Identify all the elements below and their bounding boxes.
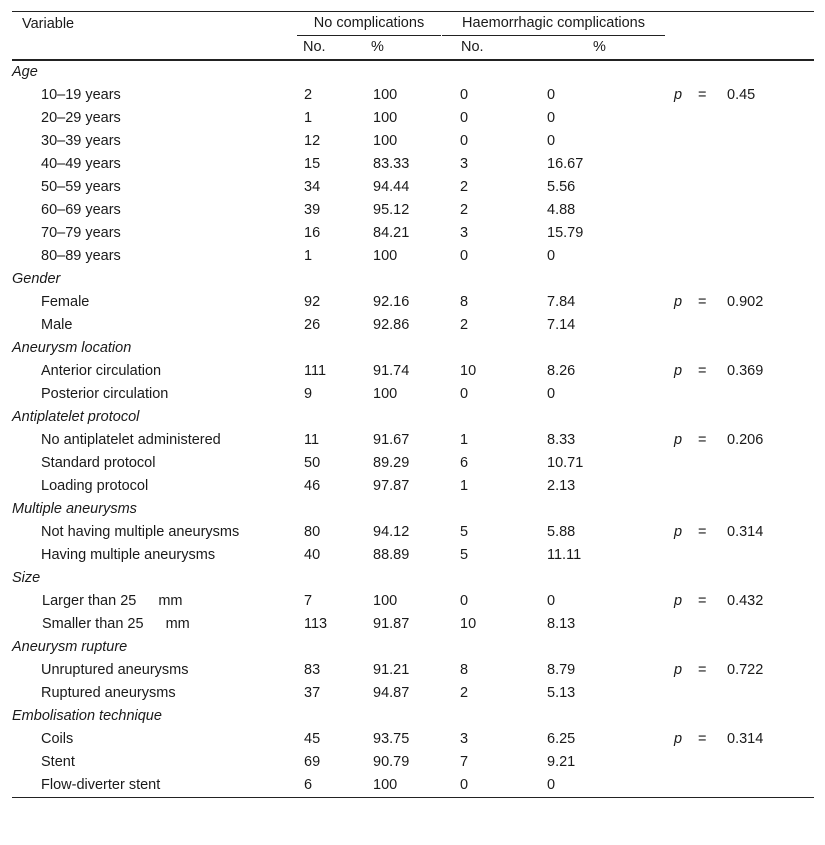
group-row (12, 60, 814, 84)
nc-percent: 100 (373, 110, 398, 126)
table-row (12, 475, 814, 498)
row-label: No antiplatelet administered (41, 432, 221, 448)
p-value (725, 682, 814, 705)
table-row (12, 682, 814, 705)
table-row (12, 383, 814, 406)
group-label: Antiplatelet protocol (12, 409, 140, 425)
hc-percent: 7.14 (547, 317, 576, 333)
nc-count: 50 (304, 455, 321, 471)
p-label (670, 383, 697, 406)
p-label (670, 544, 697, 567)
p-label: p (674, 432, 683, 448)
p-label (670, 245, 697, 268)
hc-percent: 0 (547, 593, 556, 609)
hc-percent: 0 (547, 110, 556, 126)
hc-count: 8 (460, 294, 469, 310)
p-label: p (674, 731, 683, 747)
hc-count: 3 (460, 156, 469, 172)
nc-count: 1 (304, 248, 313, 264)
table-row (12, 222, 814, 245)
hc-count: 0 (460, 593, 469, 609)
p-equals (697, 682, 725, 705)
hc-percent: 0 (547, 87, 556, 103)
hc-count: 3 (460, 731, 469, 747)
p-label (670, 751, 697, 774)
p-value: 0.722 (727, 662, 764, 678)
p-equals (697, 222, 725, 245)
row-label: Loading protocol (41, 478, 149, 494)
table-row (12, 360, 814, 383)
hc-percent: 5.56 (547, 179, 576, 195)
p-label (670, 153, 697, 176)
p-equals (697, 544, 725, 567)
p-equals (697, 153, 725, 176)
table-row (12, 544, 814, 567)
p-equals (697, 245, 725, 268)
row-label-main: Smaller than 25 (42, 616, 144, 632)
hc-percent: 6.25 (547, 731, 576, 747)
hc-percent: 16.67 (547, 156, 584, 172)
p-value: 0.314 (727, 524, 764, 540)
hc-count: 3 (460, 225, 469, 241)
group-label: Gender (12, 271, 61, 287)
p-equals (697, 774, 725, 798)
hc-count: 0 (460, 87, 469, 103)
nc-count: 111 (304, 363, 327, 379)
row-label: Female (41, 294, 90, 310)
nc-count: 37 (304, 685, 321, 701)
nc-count: 7 (304, 593, 313, 609)
nc-percent: 95.12 (373, 202, 410, 218)
hc-percent: 10.71 (547, 455, 584, 471)
group-label: Size (12, 570, 41, 586)
group-label: Multiple aneurysms (12, 501, 137, 517)
p-equals (697, 383, 725, 406)
hc-percent: 8.13 (547, 616, 576, 632)
group-row (12, 337, 814, 360)
hc-percent: 4.88 (547, 202, 576, 218)
row-label: Coils (41, 731, 74, 747)
p-label: p (674, 662, 683, 678)
row-label: 40–49 years (41, 156, 121, 172)
nc-count: 46 (304, 478, 321, 494)
complications-table (12, 11, 814, 798)
p-label (670, 222, 697, 245)
nc-percent: 92.16 (373, 294, 410, 310)
table-row (12, 728, 814, 751)
nc-percent: 90.79 (373, 754, 410, 770)
row-label (22, 590, 290, 613)
p-value: 0.206 (727, 432, 764, 448)
p-label (670, 682, 697, 705)
hc-percent: 11.11 (547, 547, 582, 563)
nc-count: 15 (304, 156, 321, 172)
p-value: 0.432 (727, 593, 764, 609)
nc-percent: 100 (373, 133, 398, 149)
hc-percent: 5.88 (547, 524, 576, 540)
p-equals: = (698, 363, 707, 379)
p-equals: = (698, 662, 707, 678)
hc-count: 2 (460, 317, 469, 333)
p-equals (697, 199, 725, 222)
hc-count: 6 (460, 455, 469, 471)
p-label (670, 774, 697, 798)
hc-count: 10 (460, 616, 477, 632)
table-row (12, 176, 814, 199)
p-equals (697, 613, 725, 636)
p-value (725, 544, 814, 567)
hc-count: 0 (460, 133, 469, 149)
variable-header: Variable (22, 12, 290, 37)
p-value (725, 475, 814, 498)
nc-count: 92 (304, 294, 321, 310)
table-row (12, 659, 814, 682)
table-row (12, 245, 814, 268)
p-value: 0.314 (727, 731, 764, 747)
hc-count: 2 (460, 685, 469, 701)
p-equals (697, 107, 725, 130)
row-label: Stent (41, 754, 75, 770)
nc-percent: 83.33 (373, 156, 410, 172)
p-equals (697, 130, 725, 153)
hc-percent: 0 (547, 774, 670, 798)
nc-percent: 91.21 (373, 662, 410, 678)
table-row (12, 590, 814, 613)
hc-percent: 8.26 (547, 363, 576, 379)
hc-count: 2 (460, 202, 469, 218)
table-row (12, 774, 814, 798)
row-label: 60–69 years (41, 202, 121, 218)
nc-no-header: No. (290, 36, 363, 60)
group-row (12, 268, 814, 291)
p-label (670, 107, 697, 130)
nc-percent: 92.86 (373, 317, 410, 333)
hc-percent: 0 (547, 248, 556, 264)
hc-percent: 15.79 (547, 225, 584, 241)
nc-percent: 100 (373, 87, 398, 103)
p-value (725, 199, 814, 222)
row-label: Having multiple aneurysms (41, 547, 216, 563)
p-value (725, 314, 814, 337)
hc-count: 0 (460, 386, 469, 402)
table-row (12, 107, 814, 130)
p-equals: = (698, 593, 707, 609)
nc-percent: 89.29 (373, 455, 410, 471)
nc-count: 11 (304, 432, 320, 448)
nc-percent: 100 (363, 774, 447, 798)
row-label: 70–79 years (41, 225, 121, 241)
row-label: Flow-diverter stent (22, 774, 290, 798)
p-label: p (674, 524, 683, 540)
p-equals: = (698, 524, 707, 540)
p-label (670, 176, 697, 199)
p-equals (697, 314, 725, 337)
nc-count: 2 (304, 87, 313, 103)
nc-count: 12 (304, 133, 321, 149)
row-label: 10–19 years (41, 87, 121, 103)
nc-pct-header: % (363, 36, 447, 60)
row-label: Male (41, 317, 73, 333)
table-row (12, 452, 814, 475)
p-value (725, 107, 814, 130)
nc-percent: 100 (373, 248, 398, 264)
hc-percent: 8.33 (547, 432, 576, 448)
p-value: 0.45 (727, 87, 756, 103)
nc-percent: 91.87 (373, 616, 410, 632)
p-value (725, 245, 814, 268)
p-value: 0.369 (727, 363, 764, 379)
header-row-1 (12, 12, 814, 37)
row-label-unit: mm (165, 616, 190, 632)
group-row (12, 498, 814, 521)
nc-count: 1 (304, 110, 313, 126)
row-label: 80–89 years (41, 248, 121, 264)
row-label: Standard protocol (41, 455, 156, 471)
p-label (670, 452, 697, 475)
hc-count: 10 (460, 363, 477, 379)
hc-count: 5 (460, 547, 469, 563)
row-label (22, 613, 290, 636)
p-equals: = (698, 432, 707, 448)
hc-percent: 9.21 (547, 754, 576, 770)
p-label (670, 314, 697, 337)
row-label: Not having multiple aneurysms (41, 524, 240, 540)
row-label: Ruptured aneurysms (41, 685, 176, 701)
nc-count: 113 (304, 616, 328, 632)
p-label (670, 199, 697, 222)
group-row (12, 636, 814, 659)
p-value (725, 613, 814, 636)
row-label: Posterior circulation (41, 386, 169, 402)
nc-count: 26 (304, 317, 321, 333)
p-label (670, 475, 697, 498)
p-value (725, 222, 814, 245)
nc-count: 45 (304, 731, 321, 747)
nc-percent: 88.89 (373, 547, 410, 563)
p-equals: = (698, 294, 707, 310)
nc-count: 6 (290, 774, 363, 798)
table-row (12, 84, 814, 107)
group-row (12, 567, 814, 590)
nc-count: 40 (304, 547, 321, 563)
row-label-main: Larger than 25 (42, 593, 137, 609)
hc-percent: 8.79 (547, 662, 576, 678)
p-label: p (674, 593, 683, 609)
row-label: 50–59 years (41, 179, 121, 195)
nc-percent: 94.87 (373, 685, 410, 701)
nc-percent: 91.67 (373, 432, 410, 448)
p-label: p (674, 294, 683, 310)
table-row (12, 314, 814, 337)
p-value (725, 383, 814, 406)
group-label: Embolisation technique (12, 708, 162, 724)
row-label: 20–29 years (41, 110, 121, 126)
row-label-unit: mm (158, 593, 183, 609)
hc-count: 5 (460, 524, 469, 540)
p-value (725, 751, 814, 774)
group-label: Aneurysm location (12, 340, 132, 356)
row-label: 30–39 years (41, 133, 121, 149)
nc-percent: 94.12 (373, 524, 410, 540)
row-label: Anterior circulation (41, 363, 162, 379)
p-label (670, 613, 697, 636)
table-row (12, 751, 814, 774)
nc-count: 16 (304, 225, 321, 241)
p-value (725, 774, 814, 798)
hc-percent: 0 (547, 133, 556, 149)
p-label: p (674, 87, 683, 103)
hc-no-header: No. (447, 36, 547, 60)
p-equals (697, 452, 725, 475)
nc-percent: 91.74 (373, 363, 410, 379)
p-label: p (674, 363, 683, 379)
hc-count: 2 (460, 179, 469, 195)
nc-count: 39 (304, 202, 321, 218)
hc-percent: 0 (547, 386, 556, 402)
row-label: Unruptured aneurysms (41, 662, 189, 678)
nc-percent: 94.44 (373, 179, 410, 195)
nc-count: 80 (304, 524, 321, 540)
table-row (12, 521, 814, 544)
nc-count: 83 (304, 662, 321, 678)
hc-count: 8 (460, 662, 469, 678)
nc-percent: 100 (373, 386, 398, 402)
hc-count: 0 (460, 248, 469, 264)
p-value: 0.902 (727, 294, 764, 310)
group-label: Age (12, 64, 38, 80)
p-value (725, 452, 814, 475)
nc-percent: 100 (373, 593, 398, 609)
nc-count: 69 (304, 754, 321, 770)
hc-count: 0 (447, 774, 547, 798)
table-row (12, 153, 814, 176)
p-label (670, 130, 697, 153)
hc-percent: 7.84 (547, 294, 576, 310)
p-value (725, 176, 814, 199)
nc-percent: 84.21 (373, 225, 410, 241)
p-equals (697, 751, 725, 774)
p-equals (697, 176, 725, 199)
nc-count: 9 (304, 386, 313, 402)
p-equals (697, 475, 725, 498)
hc-count: 0 (460, 110, 469, 126)
hc-count: 7 (460, 754, 469, 770)
hc-count: 1 (460, 478, 469, 494)
haemorrhagic-header: Haemorrhagic complications (442, 12, 665, 36)
hc-pct-header: % (547, 36, 670, 60)
hc-percent: 2.13 (547, 478, 576, 494)
nc-count: 34 (304, 179, 321, 195)
no-complications-header: No complications (297, 12, 441, 36)
p-value (725, 153, 814, 176)
group-row (12, 406, 814, 429)
nc-percent: 93.75 (373, 731, 410, 747)
table-row (12, 130, 814, 153)
table-row (12, 291, 814, 314)
p-equals: = (698, 731, 707, 747)
group-label: Aneurysm rupture (12, 639, 128, 655)
table-row (12, 613, 814, 636)
table-row (12, 429, 814, 452)
header-row-2 (12, 36, 814, 60)
group-row (12, 705, 814, 728)
p-value (725, 130, 814, 153)
hc-count: 1 (460, 432, 469, 448)
table-row (12, 199, 814, 222)
hc-percent: 5.13 (547, 685, 576, 701)
nc-percent: 97.87 (373, 478, 410, 494)
p-equals: = (698, 87, 707, 103)
